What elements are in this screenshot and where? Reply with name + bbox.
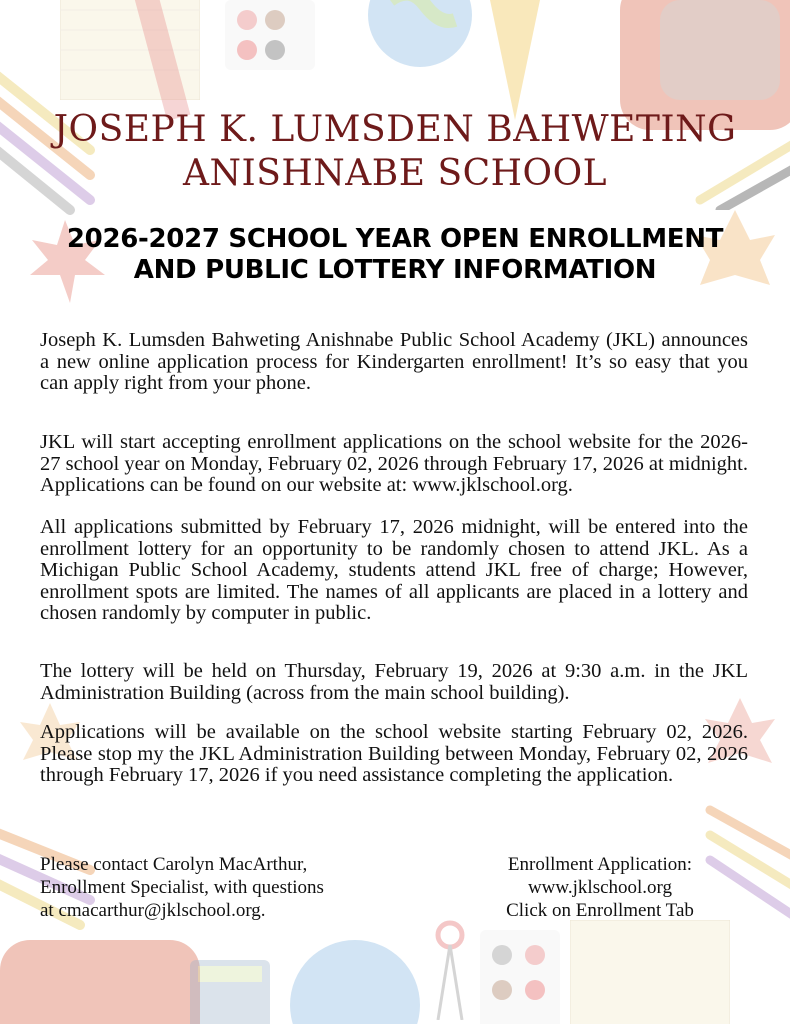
watercolor-palette-icon [225,0,315,70]
lottery-rules-paragraph: All applications submitted by February 17, 2026 midnight, will be entered into the enrollment lottery for an opportunity to be randomly chosen to attend JKL. As a Michigan Public School Academy, students attend JKL free of charge; However, enrollment spots are limited. The names of all applicants are placed in a lottery and chosen randomly by computer in public. [40,516,748,624]
intro-paragraph: Joseph K. Lumsden Bahweting Anishnabe Public School Academy (JKL) announces a new online application process for Kindergarten enrollment! It’s so easy that you can apply right from your phone. [40,329,748,394]
compass-icon [430,920,470,1020]
contact-email: at cmacarthur@jklschool.org. [40,900,266,921]
assistance-paragraph: Applications will be available on the school website starting February 02, 2026. Please stop my the JKL Administration Building between Monday, February 02, 2026 through February 17, 2026 if you need assistance completing the application. [40,721,748,786]
school-name-line-1: JOSEPH K. LUMSDEN BAHWETING [53,109,737,150]
set-square-icon [480,0,550,120]
headline-line-1: 2026-2027 SCHOOL YEAR OPEN ENROLLMENT [66,224,724,254]
enrollment-headline [0,224,790,286]
school-name-line-2: ANISHNABE SCHOOL [183,153,607,194]
notebook-bottom-icon [570,920,730,1024]
enrollment-application-info [450,853,750,922]
calculator-icon [190,960,270,1024]
contact-line-1: Please contact Carolyn MacArthur, [40,854,308,875]
globe-bottom-icon [290,930,420,1024]
enrollment-label: Enrollment Application: [507,854,693,875]
contact-info [40,853,420,922]
globe-icon [365,0,475,70]
enrollment-instruction: Click on Enrollment Tab [506,900,694,921]
ruler-icon [130,0,210,120]
enrollment-website: www.jklschool.org [527,877,673,898]
school-name-title [0,108,790,196]
application-dates-paragraph: JKL will start accepting enrollment applications on the school website for the 2026-27 school year on Monday, February 02, 2026 through February 17, 2026 at midnight. Applications can be found on our website at: www.jklschool.org. [40,431,748,496]
backpack-bottom-icon [0,940,200,1024]
watercolor-palette-bottom-icon [480,930,560,1024]
headline-line-2: AND PUBLIC LOTTERY INFORMATION [133,255,657,285]
contact-line-2: Enrollment Specialist, with questions [40,877,324,898]
lottery-date-paragraph: The lottery will be held on Thursday, February 19, 2026 at 9:30 a.m. in the JKL Administration Building (across from the main school building). [40,660,748,704]
